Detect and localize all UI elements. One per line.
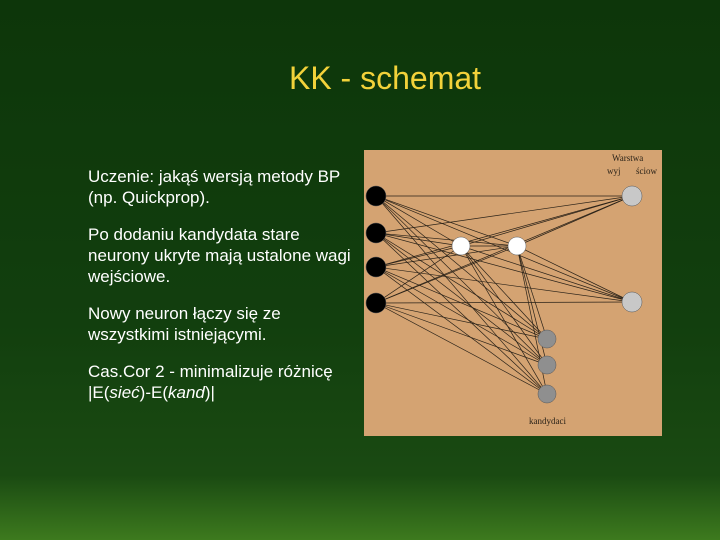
bullet-item-cascor	[88, 361, 353, 403]
label-output-layer: Warstwa	[612, 153, 644, 163]
bullet-text: )|	[204, 383, 215, 402]
candidate-neuron	[538, 356, 556, 374]
diagram-panel	[364, 150, 662, 436]
candidate-neuron	[538, 385, 556, 403]
bullet-text: Cas.Cor 2 - minimalizuje różnicę |E(	[88, 362, 333, 402]
bullet-item: Uczenie: jakąś wersją metody BP (np. Quickprop).	[88, 167, 340, 207]
bullet-item: Nowy neuron łączy się ze wszystkimi istniejącymi.	[88, 304, 281, 344]
bullet-item: Po dodaniu kandydata stare neurony ukryte mają ustalone wagi wejściowe.	[88, 225, 351, 286]
input-neuron	[366, 257, 386, 277]
hidden-neuron	[452, 237, 470, 255]
output-neuron	[622, 292, 642, 312]
output-neuron	[622, 186, 642, 206]
input-neuron	[366, 186, 386, 206]
network-svg	[364, 150, 662, 436]
input-neuron	[366, 293, 386, 313]
bullet-italic-kand: kand	[167, 383, 205, 402]
candidate-neuron	[538, 330, 556, 348]
bullet-text: )-E(	[139, 383, 168, 402]
label-candidates: kandydaci	[529, 416, 566, 426]
network-diagram	[364, 150, 662, 436]
slide-title: KK - schemat	[288, 60, 482, 96]
bullet-list	[88, 166, 353, 419]
input-neuron	[366, 223, 386, 243]
label-output-layer-a: wyj	[607, 166, 621, 176]
bullet-italic-siec: sieć	[109, 383, 140, 402]
label-output-layer-b: ściow	[636, 166, 657, 176]
hidden-neuron	[508, 237, 526, 255]
